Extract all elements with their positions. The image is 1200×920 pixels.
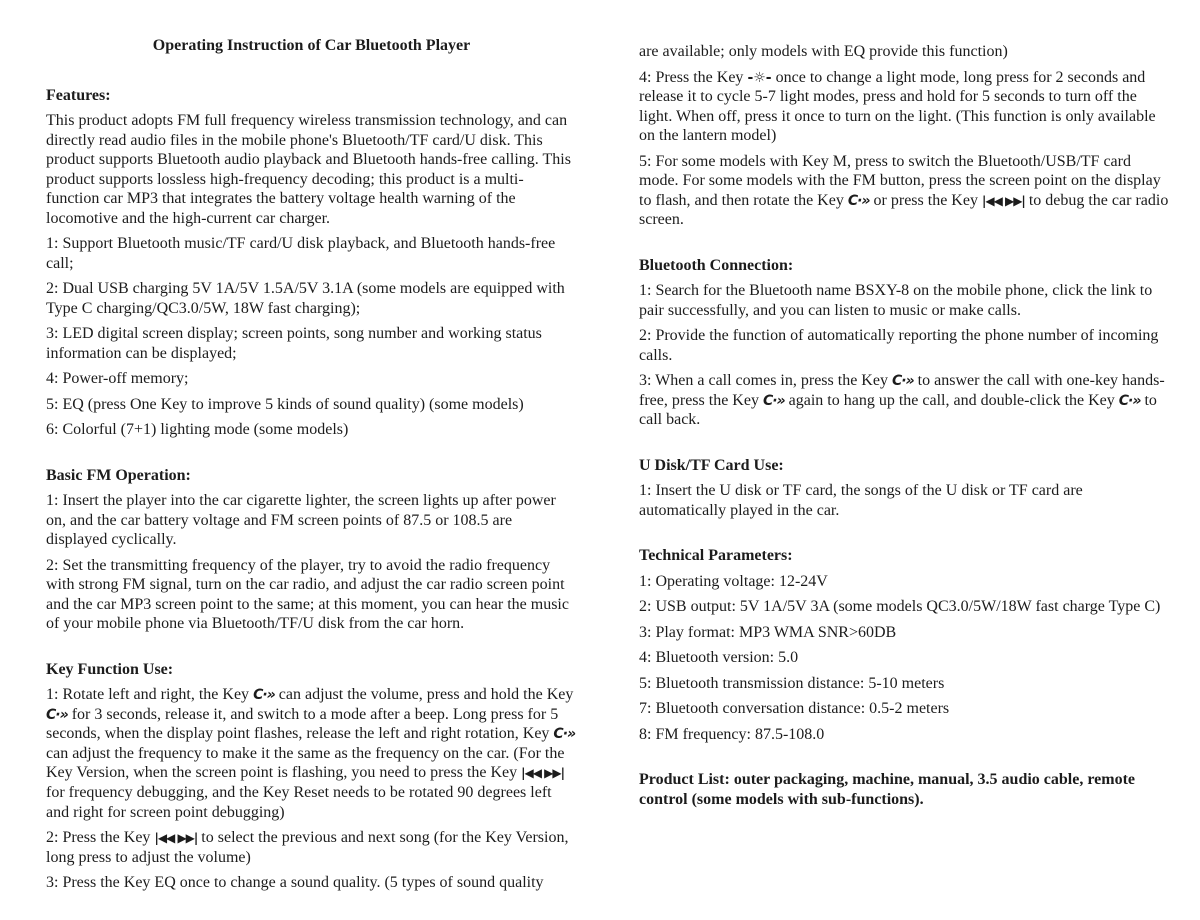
paragraph: 4: Bluetooth version: 5.0	[639, 649, 799, 667]
paragraph: 1: Support Bluetooth music/TF card/U disk playback, and Bluetooth hands-free call;	[46, 235, 556, 272]
document-title: Operating Instruction of Car Bluetooth Player	[152, 37, 471, 54]
light-mode-icon: -☼-	[747, 69, 772, 86]
paragraph: 1: Search for the Bluetooth name BSXY-8 on the mobile phone, click the link to pair successfully, and you can listen to music or make calls.	[639, 282, 1153, 319]
section-heading: U Disk/TF Card Use:	[639, 456, 784, 474]
paragraph: 5: Bluetooth transmission distance: 5-10 meters	[639, 674, 945, 692]
prev-next-track-icon: |◀◀ ▶▶|	[521, 766, 565, 781]
prev-next-track-icon: |◀◀ ▶▶|	[981, 193, 1025, 208]
product-list-paragraph: Product List: outer packaging, machine, manual, 3.5 audio cable, remote control (some models with sub-functions).	[639, 771, 1135, 808]
section-heading: Features:	[46, 86, 111, 104]
paragraph: 4: Power-off memory;	[46, 370, 189, 388]
paragraph: This product adopts FM full frequency wireless transmission technology, and can directly read audio files in the mobile phone's Bluetooth/TF card/U disk. This product supports Bluetooth audio playback and Bluetooth hands-free calling. This product supports lossless high-frequency decoding; this product is a multi-function car MP3 that integrates the battery voltage health warning of the locomotive and the high-current car charger.	[46, 112, 571, 227]
rotate-knob-icon: C·»	[46, 706, 68, 723]
paragraph: 7: Bluetooth conversation distance: 0.5-2 meters	[639, 700, 950, 718]
paragraph: 2: Press the Key |◀◀ ▶▶| to select the previous and next song (for the Key Version, long press to adjust the volume)	[46, 829, 569, 866]
rotate-knob-icon: C·»	[762, 392, 785, 409]
section-heading: Technical Parameters:	[639, 547, 793, 565]
paragraph: 2: USB output: 5V 1A/5V 3A (some models QC3.0/5W/18W fast charge Type C)	[639, 598, 1161, 616]
paragraph: 8: FM frequency: 87.5-108.0	[639, 725, 825, 743]
paragraph: 1: Insert the U disk or TF card, the songs of the U disk or TF card are automatically played in the car.	[639, 482, 1083, 519]
paragraph: 4: Press the Key -☼- once to change a light mode, long press for 2 seconds and release it to cycle 5-7 light modes, press and hold for 5 seconds to turn off the light. When off, press it once to turn on the light. (This function is only available on the lantern model)	[639, 68, 1156, 145]
paragraph: 2: Set the transmitting frequency of the player, try to avoid the radio frequency with strong FM signal, turn on the car radio, and adjust the car radio screen point and the car MP3 screen point to the same; at this moment, you can hear the music of your mobile phone via Bluetooth/TF/U disk from the car horn.	[46, 556, 569, 633]
paragraph: 3: Press the Key EQ once to change a sound quality. (5 types of sound quality	[46, 874, 544, 892]
paragraph: 3: When a call comes in, press the Key C·» to answer the call with one-key hands-free, press the Key C·» again to hang up the call, and double-click the Key C·» to call back.	[639, 372, 1165, 429]
prev-next-track-icon: |◀◀ ▶▶|	[154, 831, 198, 846]
rotate-knob-icon: C·»	[891, 373, 914, 390]
paragraph: 1: Insert the player into the car cigarette lighter, the screen lights up after power on, and the car battery voltage and FM screen points of 87.5 or 108.5 are displayed cyclically.	[46, 492, 556, 549]
paragraph: are available; only models with EQ provide this function)	[639, 43, 1008, 60]
rotate-knob-icon: C·»	[1118, 392, 1141, 409]
paragraph: 2: Provide the function of automatically reporting the phone number of incoming calls.	[639, 327, 1159, 364]
paragraph: 1: Operating voltage: 12-24V	[639, 572, 828, 590]
section-heading: Key Function Use:	[46, 660, 174, 678]
paragraph: 5: EQ (press One Key to improve 5 kinds of sound quality) (some models)	[46, 395, 524, 413]
paragraph: 3: Play format: MP3 WMA SNR>60DB	[639, 623, 897, 641]
paragraph: 1: Rotate left and right, the Key C·» can adjust the volume, press and hold the Key C·» for 3 seconds, release it, and switch to a mode after a beep. Long press for 5 seconds, when the display point flashes, release the left and right rotation, Key C·» can adjust the frequency to make it the same as the frequency on the car. (For the Key Version, when the screen point is flashing, you need to press the Key |◀◀ ▶▶| for frequency debugging, and the Key Reset needs to be rotated 90 degrees left and right for screen point debugging)	[46, 686, 576, 821]
paragraph: 5: For some models with Key M, press to switch the Bluetooth/USB/TF card mode. For some models with the FM button, press the screen point on the display to flash, and then rotate the Key C·» or press the Key |◀◀ ▶▶| to debug the car radio screen.	[639, 152, 1169, 229]
rotate-knob-icon: C·»	[253, 687, 275, 704]
paragraph: 2: Dual USB charging 5V 1A/5V 1.5A/5V 3.1A (some models are equipped with Type C charging/QC3.0/5W, 18W fast charging);	[46, 280, 565, 317]
paragraph: 3: LED digital screen display; screen points, song number and working status information can be displayed;	[46, 325, 542, 362]
right-column	[639, 36, 1170, 920]
paragraph: 6: Colorful (7+1) lighting mode (some models)	[46, 421, 349, 439]
section-heading: Bluetooth Connection:	[639, 256, 794, 274]
rotate-knob-icon: C·»	[553, 726, 576, 743]
rotate-knob-icon: C·»	[847, 192, 870, 209]
left-column	[46, 36, 577, 920]
section-heading: Basic FM Operation:	[46, 466, 191, 484]
